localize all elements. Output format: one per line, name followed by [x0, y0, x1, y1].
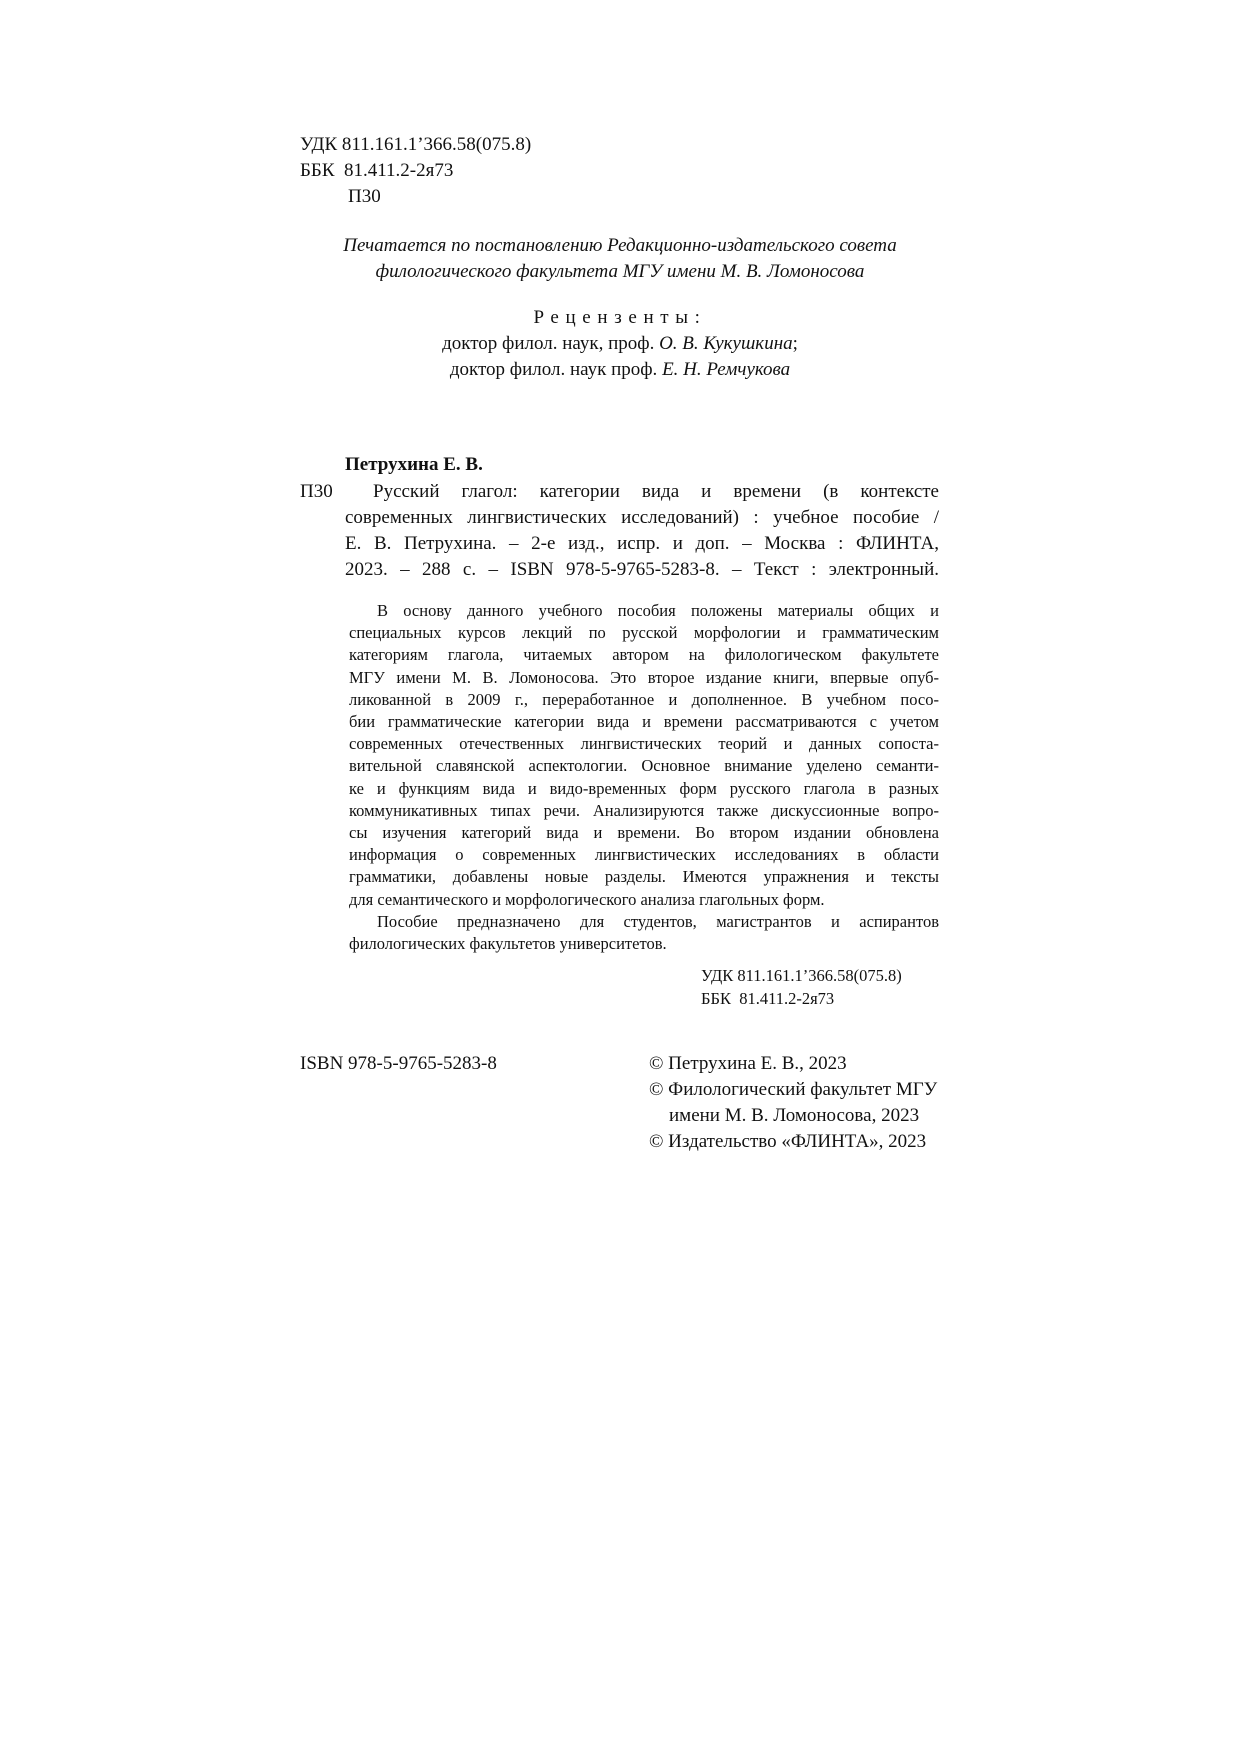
- annotation-p1-line: информация о современных лингвистических исследованиях в области: [349, 845, 939, 865]
- record-line-3: Е. В. Петрухина. – 2-е изд., испр. и доп. – Москва : ФЛИНТА,: [345, 533, 939, 554]
- annotation-p1-line: коммуникативных типах речи. Анализируются также дискуссионные вопро-: [349, 800, 939, 820]
- copyright-publisher: © Издательство «ФЛИНТА», 2023: [649, 1131, 927, 1152]
- record-line-1: Русский глагол: категории вида и времени (в контексте: [373, 481, 939, 502]
- annotation-bbk: ББК 81.411.2-2я73: [701, 989, 835, 1008]
- annotation-p1-line: ке и функциям вида и видо-временных форм русского глагола в разных: [349, 778, 939, 798]
- annotation-p1-line: категориям глагола, читаемых автором на филологическом факультете: [349, 645, 939, 665]
- reviewer-1-suffix: ;: [792, 333, 798, 354]
- annotation-p1-line: для семантического и морфологического анализа глагольных форм.: [349, 889, 825, 909]
- annotation-p1-line: вительной славянской аспектологии. Основное внимание уделено семанти-: [349, 756, 939, 776]
- reviewer-1-prefix: доктор филол. наук, проф.: [442, 333, 660, 354]
- annotation-p2-line: Пособие предназначено для студентов, магистрантов и аспирантов: [377, 911, 939, 931]
- imprint-line-1: Печатается по постановлению Редакционно-издательского совета: [343, 235, 897, 256]
- copyright-author: © Петрухина Е. В., 2023: [649, 1053, 847, 1074]
- annotation-p1-line: ликованной в 2009 г., переработанное и дополненное. В учебном посо-: [349, 689, 939, 709]
- copyright-faculty: © Филологический факультет МГУ: [649, 1079, 938, 1100]
- reviewer-1: [250, 331, 990, 357]
- copyright-faculty-cont: имени М. В. Ломоносова, 2023: [669, 1105, 920, 1126]
- header-author-sign: П30: [348, 186, 381, 207]
- annotation-p1-line: сы изучения категорий вида и времени. Во втором издании обновлена: [349, 823, 939, 843]
- annotation-p1-line: МГУ имени М. В. Ломоносова. Это второе издание книги, впервые опуб-: [349, 667, 939, 687]
- record-author: Петрухина Е. В.: [345, 454, 483, 475]
- reviewer-2-prefix: доктор филол. наук проф.: [449, 359, 663, 380]
- reviewer-2: [250, 357, 990, 383]
- record-line-4: 2023. – 288 с. – ISBN 978-5-9765-5283-8. – Текст : электронный.: [345, 559, 939, 580]
- reviewer-2-name: Е. Н. Ремчукова: [662, 359, 791, 380]
- annotation-p1-line: бии грамматические категории вида и времени рассматриваются с учетом: [349, 712, 939, 732]
- annotation-p1-line: В основу данного учебного пособия положены материалы общих и: [377, 601, 939, 620]
- isbn: ISBN 978-5-9765-5283-8: [300, 1053, 497, 1074]
- annotation: [349, 600, 939, 955]
- record-line-2: современных лингвистических исследований) : учебное пособие /: [345, 507, 939, 528]
- annotation-udk: УДК 811.161.1’366.58(075.8): [701, 966, 902, 985]
- reviewer-1-name: О. В. Кукушкина: [659, 333, 793, 354]
- record-sign: П30: [300, 481, 333, 502]
- imprint-line-2: филологического факультета МГУ имени М. В. Ломоносова: [375, 261, 865, 282]
- header-udk: УДК 811.161.1’366.58(075.8): [300, 134, 532, 155]
- header-bbk: ББК 81.411.2-2я73: [300, 160, 454, 181]
- annotation-p2-line: филологических факультетов университетов.: [349, 934, 667, 954]
- annotation-p1-line: грамматики, добавлены новые разделы. Имеются упражнения и тексты: [349, 867, 939, 887]
- annotation-p1-line: специальных курсов лекций по русской морфологии и грамматическим: [349, 623, 939, 643]
- annotation-p1-line: современных отечественных лингвистических теорий и данных сопоста-: [349, 734, 939, 754]
- reviewers-heading: Рецензенты:: [533, 307, 707, 328]
